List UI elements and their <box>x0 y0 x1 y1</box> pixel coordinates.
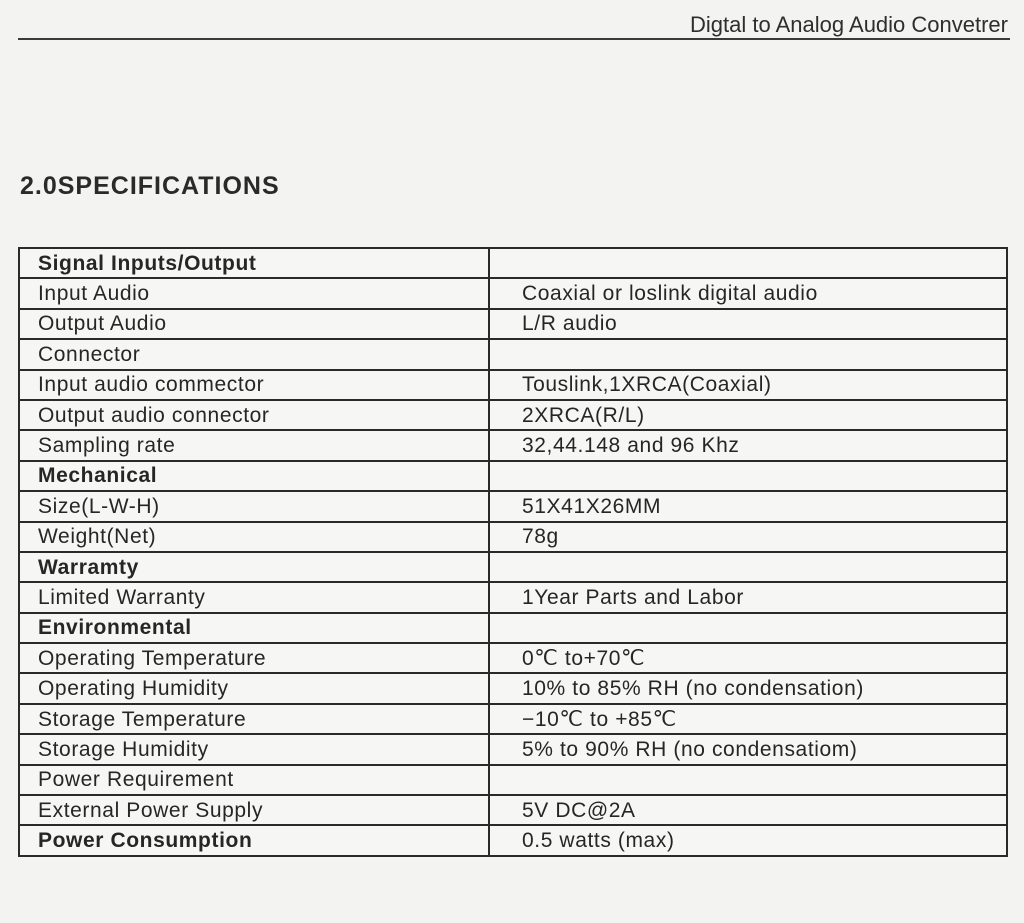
spec-value-cell: 78g <box>489 522 1007 552</box>
spec-value-cell <box>489 765 1007 795</box>
spec-label-cell: Input Audio <box>19 278 489 308</box>
spec-value-cell: Touslink,1XRCA(Coaxial) <box>489 370 1007 400</box>
spec-label-cell: Output audio connector <box>19 400 489 430</box>
table-row <box>19 734 1007 764</box>
spec-value-cell <box>489 613 1007 643</box>
spec-label-cell: Output Audio <box>19 309 489 339</box>
table-row <box>19 522 1007 552</box>
spec-value-cell <box>489 461 1007 491</box>
table-group-row <box>19 613 1007 643</box>
spec-value-cell: 5% to 90% RH (no condensatiom) <box>489 734 1007 764</box>
spec-label-cell: Power Requirement <box>19 765 489 795</box>
spec-label-cell: Sampling rate <box>19 430 489 460</box>
spec-value-cell: 5V DC@2A <box>489 795 1007 825</box>
spec-label-cell: Signal Inputs/Output <box>19 248 489 278</box>
spec-label-cell: Size(L-W-H) <box>19 491 489 521</box>
spec-label-cell: Power Consumption <box>19 825 489 855</box>
spec-value-cell <box>489 552 1007 582</box>
table-row <box>19 491 1007 521</box>
spec-label-cell: Operating Humidity <box>19 673 489 703</box>
spec-label-cell: Mechanical <box>19 461 489 491</box>
spec-label-cell: Limited Warranty <box>19 582 489 612</box>
spec-value-cell: 51X41X26MM <box>489 491 1007 521</box>
spec-value-cell: 0.5 watts (max) <box>489 825 1007 855</box>
spec-value-cell: Coaxial or loslink digital audio <box>489 278 1007 308</box>
document-header-title: Digtal to Analog Audio Convetrer <box>690 12 1008 37</box>
section-title: 2.0SPECIFICATIONS <box>20 172 280 200</box>
specifications-table <box>18 247 1008 857</box>
spec-label-cell: Environmental <box>19 613 489 643</box>
table-row <box>19 278 1007 308</box>
spec-value-cell: 10% to 85% RH (no condensation) <box>489 673 1007 703</box>
table-group-row <box>19 825 1007 855</box>
table-group-row <box>19 552 1007 582</box>
spec-label-cell: Operating Temperature <box>19 643 489 673</box>
table-row <box>19 339 1007 369</box>
spec-label-cell: Connector <box>19 339 489 369</box>
table-row <box>19 430 1007 460</box>
table-row <box>19 795 1007 825</box>
table-row <box>19 370 1007 400</box>
header-divider <box>18 38 1010 40</box>
table-row <box>19 765 1007 795</box>
table-row <box>19 643 1007 673</box>
table-row <box>19 582 1007 612</box>
spec-value-cell: 32,44.148 and 96 Khz <box>489 430 1007 460</box>
table-row <box>19 673 1007 703</box>
spec-value-cell: L/R audio <box>489 309 1007 339</box>
spec-label-cell: Storage Humidity <box>19 734 489 764</box>
specifications-table-body <box>19 248 1007 856</box>
spec-value-cell: 2XRCA(R/L) <box>489 400 1007 430</box>
spec-value-cell: −10℃ to +85℃ <box>489 704 1007 734</box>
spec-value-cell: 0℃ to+70℃ <box>489 643 1007 673</box>
spec-value-cell: 1Year Parts and Labor <box>489 582 1007 612</box>
spec-label-cell: Warramty <box>19 552 489 582</box>
spec-label-cell: Storage Temperature <box>19 704 489 734</box>
spec-label-cell: Input audio commector <box>19 370 489 400</box>
table-row <box>19 400 1007 430</box>
table-row <box>19 704 1007 734</box>
table-group-row <box>19 461 1007 491</box>
spec-value-cell <box>489 248 1007 278</box>
spec-label-cell: Weight(Net) <box>19 522 489 552</box>
table-row <box>19 309 1007 339</box>
spec-value-cell <box>489 339 1007 369</box>
spec-label-cell: External Power Supply <box>19 795 489 825</box>
table-group-row <box>19 248 1007 278</box>
